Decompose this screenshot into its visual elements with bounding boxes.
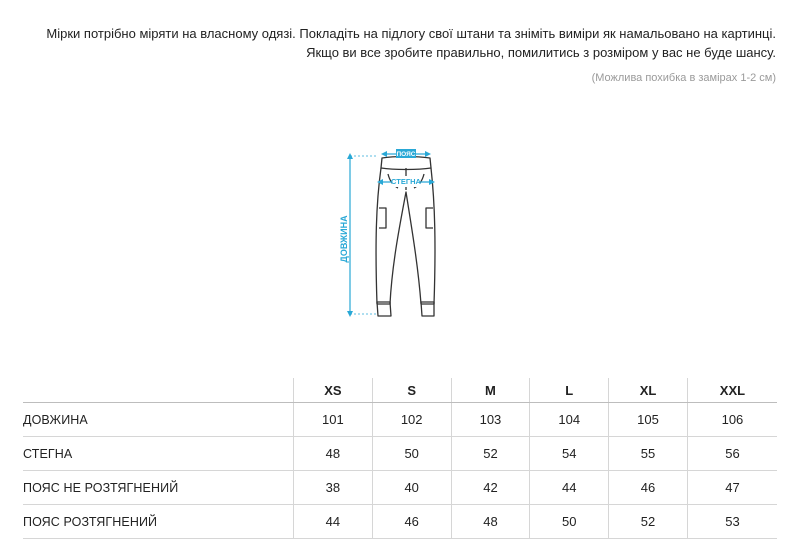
table-cell: 53 bbox=[687, 505, 777, 539]
waist-label: ПОЯС bbox=[396, 151, 416, 158]
pants-measurement-diagram bbox=[330, 144, 450, 324]
size-header: L bbox=[530, 378, 609, 403]
table-row bbox=[23, 471, 777, 505]
table-cell: 44 bbox=[530, 471, 609, 505]
table-cell: 46 bbox=[609, 471, 688, 505]
table-cell: 105 bbox=[609, 403, 688, 437]
table-cell: 40 bbox=[372, 471, 451, 505]
size-table bbox=[23, 378, 777, 539]
size-header: XXL bbox=[687, 378, 777, 403]
table-cell: 52 bbox=[609, 505, 688, 539]
table-row bbox=[23, 437, 777, 471]
table-cell: 42 bbox=[451, 471, 530, 505]
row-label: ДОВЖИНА bbox=[23, 403, 294, 437]
size-header: S bbox=[372, 378, 451, 403]
table-cell: 46 bbox=[372, 505, 451, 539]
table-cell: 38 bbox=[294, 471, 373, 505]
header-label-cell bbox=[23, 378, 294, 403]
table-cell: 47 bbox=[687, 471, 777, 505]
instructions bbox=[46, 24, 776, 88]
table-cell: 48 bbox=[294, 437, 373, 471]
hips-label: СТЕГНА bbox=[391, 177, 421, 186]
table-cell: 103 bbox=[451, 403, 530, 437]
size-header: M bbox=[451, 378, 530, 403]
instruction-line-2: Якщо ви все зробите правильно, помилитись з розміром у вас не буде шансу. bbox=[306, 45, 776, 60]
table-cell: 54 bbox=[530, 437, 609, 471]
table-row bbox=[23, 505, 777, 539]
pants-illustration bbox=[330, 144, 450, 324]
table-cell: 101 bbox=[294, 403, 373, 437]
table-cell: 102 bbox=[372, 403, 451, 437]
size-header: XL bbox=[609, 378, 688, 403]
length-label: ДОВЖИНА bbox=[339, 215, 349, 263]
row-label: ПОЯС РОЗТЯГНЕНИЙ bbox=[23, 505, 294, 539]
table-cell: 55 bbox=[609, 437, 688, 471]
size-header-row bbox=[23, 378, 777, 403]
table-cell: 104 bbox=[530, 403, 609, 437]
hips-measure bbox=[380, 176, 432, 187]
table-cell: 106 bbox=[687, 403, 777, 437]
table-row bbox=[23, 403, 777, 437]
size-header: XS bbox=[294, 378, 373, 403]
instruction-line-1: Мірки потрібно міряти на власному одязі. Покладіть на підлогу свої штани та зніміть виміри як намальовано на картинці. bbox=[46, 26, 776, 41]
length-measure bbox=[339, 156, 378, 314]
measurement-error-note: (Можлива похибка в замірах 1-2 см) bbox=[591, 72, 776, 84]
table-cell: 50 bbox=[372, 437, 451, 471]
row-label: СТЕГНА bbox=[23, 437, 294, 471]
table-cell: 52 bbox=[451, 437, 530, 471]
table-cell: 44 bbox=[294, 505, 373, 539]
table-cell: 50 bbox=[530, 505, 609, 539]
row-label: ПОЯС НЕ РОЗТЯГНЕНИЙ bbox=[23, 471, 294, 505]
table-cell: 48 bbox=[451, 505, 530, 539]
table-cell: 56 bbox=[687, 437, 777, 471]
